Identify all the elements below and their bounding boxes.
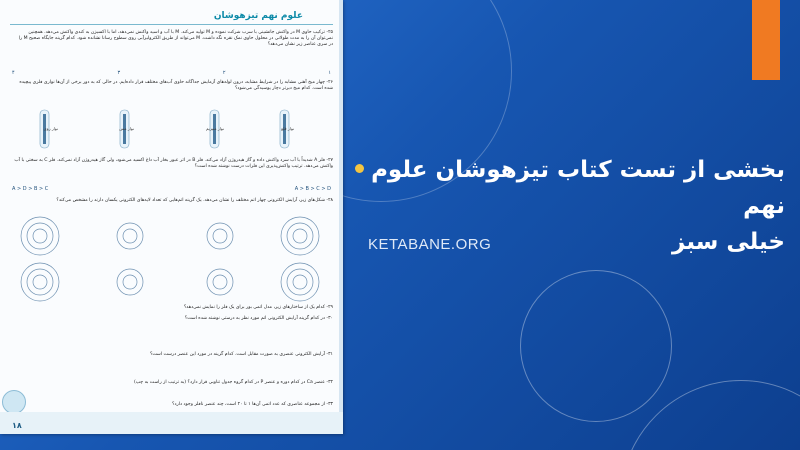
question-text: ۲۷- فلز A شدیداً با آب سرد واکنش داده و گاز هیدروژن آزاد می‌کند. فلز B در اثر عبور بخار آب داغ اکسید می‌شود، ولی گاز هیدروژن آزاد نمی‌کند. فلز C به سختی با آب واکنش می‌دهد. ترتیب واکنش‌پذیری این فلزات درست نوشته شده است؟ bbox=[14, 158, 333, 170]
title-line: بخشی از تست کتاب تیزهوشان علوم نهم bbox=[371, 157, 785, 219]
title-line: خیلی سبز bbox=[672, 229, 785, 255]
tube-label: نوار قلع bbox=[281, 126, 294, 131]
atom-models-figure bbox=[10, 214, 330, 304]
decorative-circle bbox=[520, 270, 672, 422]
question-text: ۳۳- از مجموعه عناصری که عدد اتمی آن‌ها ۱ تا ۲۰ است، چند عنصر نافلز وجود دارد؟ bbox=[172, 402, 333, 407]
bullet-icon bbox=[355, 164, 364, 173]
tube-label: نوار مس bbox=[119, 126, 134, 131]
question-text: ۲۶- چهار میخ آهنی مشابه را در شرایط مشابه، درون لوله‌های آزمایش جداگانه حاوی آب‌های مختلف قرار داده‌ایم. در حالی که به دور برخی از آن‌ها نواری فلزی پیچیده شده است. کدام میخ دیرتر دچار پوسیدگی می‌شود؟ bbox=[19, 80, 333, 92]
question-text: ۳۲- عنصر Ca در کدام دوره و عنصر P در کدام گروه جدول تناوبی قرار دارد؟ (به ترتیب از راست به چپ) bbox=[134, 380, 333, 385]
page-number: ۱۸ bbox=[12, 421, 22, 430]
page-footer bbox=[0, 412, 343, 434]
header-divider bbox=[10, 24, 333, 25]
option-label: ۳ bbox=[117, 70, 121, 76]
question-text: ۲۹- کدام یک از ساختارهای زیر، مدل اتمی بور برای یک فلز را نمایش نمی‌دهد؟ bbox=[183, 305, 333, 310]
question-text: ۲۵- ترکیب حاوی M در واکنش جانشینی با سرب شرکت نموده و M تولید می‌کند. M با آب و اسید واکنش نمی‌دهد، اما با اکسیژن به کندی واکنش می‌دهد. همچنین نمی‌توان آن را به مدت طولانی در محلول حاوی نمک نقره نگه داشت. M می‌تواند از طریق الکترولیزآبی روی سطوح رسانا نشانده شود. کدام گزینه جایگاه صحیح M را در سری عناصر زیر نشان می‌دهد؟ bbox=[18, 30, 333, 48]
tube-label: نوار روی bbox=[43, 126, 58, 131]
option-label: A > D > B > C bbox=[12, 186, 49, 192]
page-header: علوم نهم تیزهوشان bbox=[213, 11, 303, 21]
test-tubes-figure bbox=[10, 100, 330, 155]
question-text: ۳۱- آرایش الکترونی عنصری به صورت مقابل است. کدام گزینه در مورد این عنصر درست است؟ bbox=[149, 352, 333, 357]
publisher-logo-icon bbox=[2, 390, 26, 414]
option-label: ۱ bbox=[328, 70, 331, 76]
page-edge bbox=[339, 0, 343, 434]
question-text: ۲۸- شکل‌های زیر، آرایش الکترونی چهار اتم مختلف را نشان می‌دهد. یک گزینه اتم‌هایی که تعداد لایه‌های الکترونی یکسان دارند را مشخص می‌کند؟ bbox=[56, 198, 333, 203]
option-label: A > B > C > D bbox=[294, 186, 331, 192]
book-page-image bbox=[0, 0, 343, 434]
tube-label: نوار منیزیم bbox=[205, 126, 224, 131]
atom-model bbox=[21, 217, 319, 301]
options-row bbox=[12, 70, 331, 77]
options-row bbox=[12, 186, 331, 193]
option-label: ۴ bbox=[12, 70, 15, 76]
website-label[interactable]: KETABANE.ORG bbox=[368, 236, 492, 253]
orange-accent-bar bbox=[752, 0, 780, 80]
question-text: ۳۰- در کدام گزینه آرایش الکترونی اتم مورد نظر به درستی نوشته شده است؟ bbox=[184, 316, 333, 321]
option-label: ۲ bbox=[222, 70, 226, 76]
